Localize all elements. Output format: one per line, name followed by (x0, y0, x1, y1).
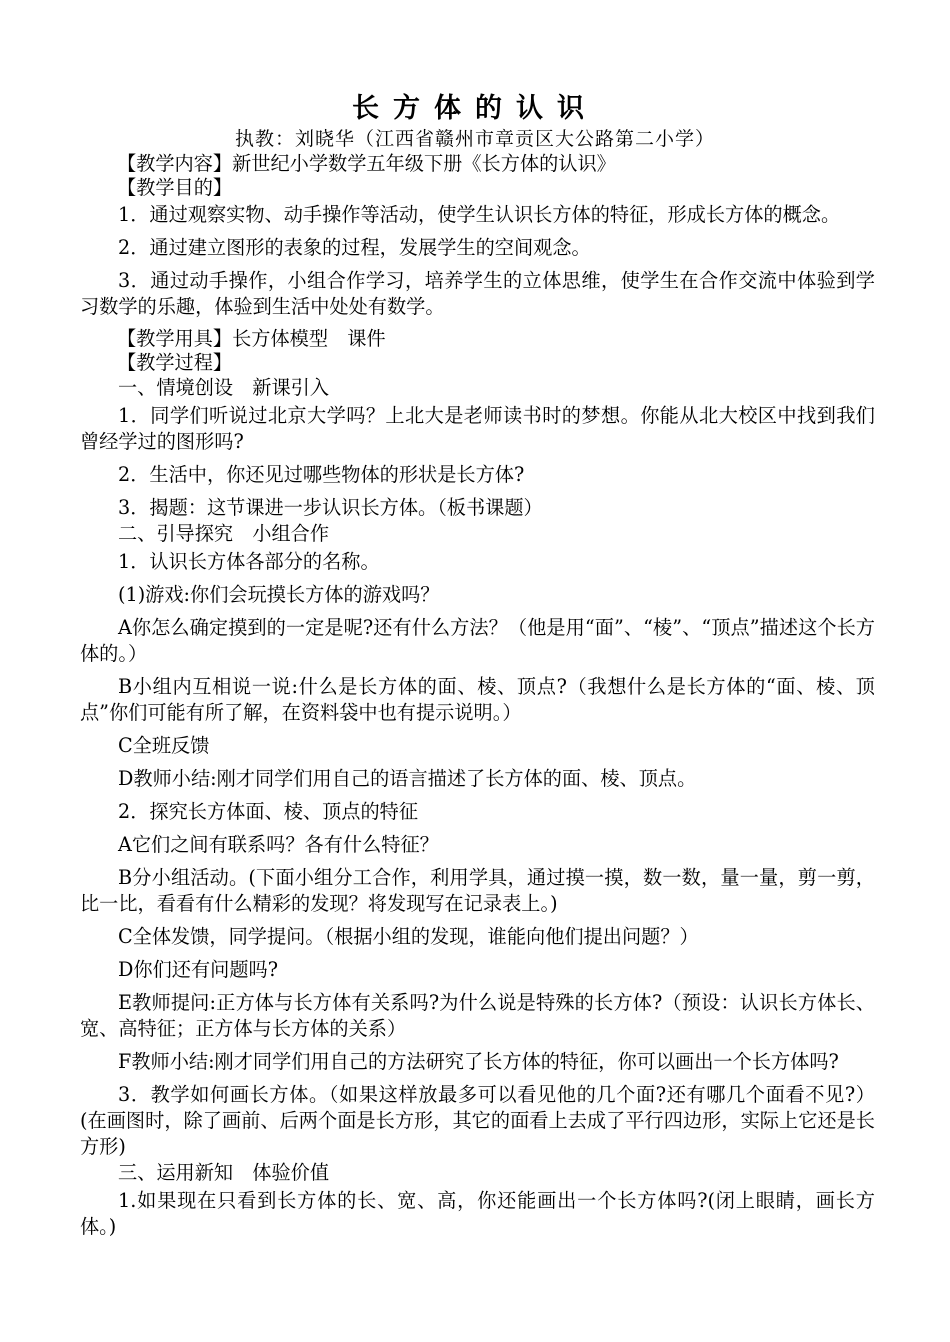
part-1-item-3: 3．揭题：这节课进一步认识长方体。（板书课题） (118, 496, 543, 519)
part-2-item-2-f: F教师小结:刚才同学们用自己的方法研究了长方体的特征，你可以画出一个长方体吗? (118, 1050, 839, 1073)
section-teaching-content: 【教学内容】新世纪小学数学五年级下册《长方体的认识》 (117, 152, 616, 175)
goal-1: 1．通过观察实物、动手操作等活动，使学生认识长方体的特征，形成长方体的概念。 (118, 203, 841, 226)
part-2-item-2-b: B分小组活动。(下面小组分工合作，利用学具，通过摸一摸，数一数，量一量，剪一剪，比一比，看看有什么精彩的发现？将发现写在记录表上。) (80, 866, 875, 915)
part-2-item-3: 3．教学如何画长方体。（如果这样放最多可以看见他的几个面?还有哪几个面看不见?）(在画图时，除了画前、后两个面是长方形，其它的面看上去成了平行四边形，实际上它还是长方形) (80, 1083, 875, 1158)
part-2-heading: 二、引导探究 小组合作 (118, 522, 330, 545)
part-2-item-2-e: E教师提问:正方体与长方体有关系吗?为什么说是特殊的长方体?（预设：认识长方体长、宽、高特征；正方体与长方体的关系） (80, 991, 875, 1040)
part-2-step-b: B小组内互相说一说:什么是长方体的面、棱、顶点?（我想什么是长方体的“面、棱、顶点”你们可能有所了解，在资料袋中也有提示说明。） (80, 675, 875, 724)
part-3-heading: 三、运用新知 体验价值 (118, 1161, 330, 1184)
part-2-step-c: C全班反馈 (118, 734, 210, 757)
part-2-item-2: 2．探究长方体面、棱、顶点的特征 (118, 800, 419, 823)
goal-3: 3．通过动手操作，小组合作学习，培养学生的立体思维，使学生在合作交流中体验到学习数学的乐趣，体验到生活中处处有数学。 (80, 269, 875, 318)
document-title: 长方体的认识 (352, 93, 598, 124)
section-teaching-process: 【教学过程】 (117, 351, 233, 374)
part-1-item-1: 1．同学们听说过北京大学吗？上北大是老师读书时的梦想。你能从北大校区中找到我们曾经学过的图形吗? (80, 404, 875, 453)
part-2-item-1: 1．认识长方体各部分的名称。 (118, 550, 380, 573)
part-1-heading: 一、情境创设 新课引入 (118, 376, 330, 399)
part-2-item-2-c: C全体发馈，同学提问。（根据小组的发现，谁能向他们提出问题？） (118, 925, 699, 948)
author-line: 执教：刘晓华（江西省赣州市章贡区大公路第二小学） (234, 128, 715, 150)
part-3-item-1: 1.如果现在只看到长方体的长、宽、高，你还能画出一个长方体吗?(闭上眼睛，画长方体。) (80, 1189, 875, 1238)
part-2-step-a: A你怎么确定摸到的一定是呢?还有什么方法？（他是用“面”、“棱”、“顶点”描述这个长方体的。） (80, 616, 875, 665)
part-2-step-d: D教师小结:刚才同学们用自己的语言描述了长方体的面、棱、顶点。 (118, 767, 697, 790)
part-2-item-2-a: A它们之间有联系吗？各有什么特征？ (118, 833, 439, 856)
section-teaching-tools: 【教学用具】长方体模型 课件 (117, 327, 386, 350)
part-1-item-2: 2．生活中，你还见过哪些物体的形状是长方体? (118, 463, 525, 486)
section-teaching-goals: 【教学目的】 (117, 176, 233, 199)
document-body (80, 152, 875, 1240)
goal-2: 2．通过建立图形的表象的过程，发展学生的空间观念。 (118, 236, 591, 259)
part-2-game: (1)游戏:你们会玩摸长方体的游戏吗？ (118, 583, 440, 606)
part-2-item-2-d: D你们还有问题吗? (118, 958, 278, 981)
